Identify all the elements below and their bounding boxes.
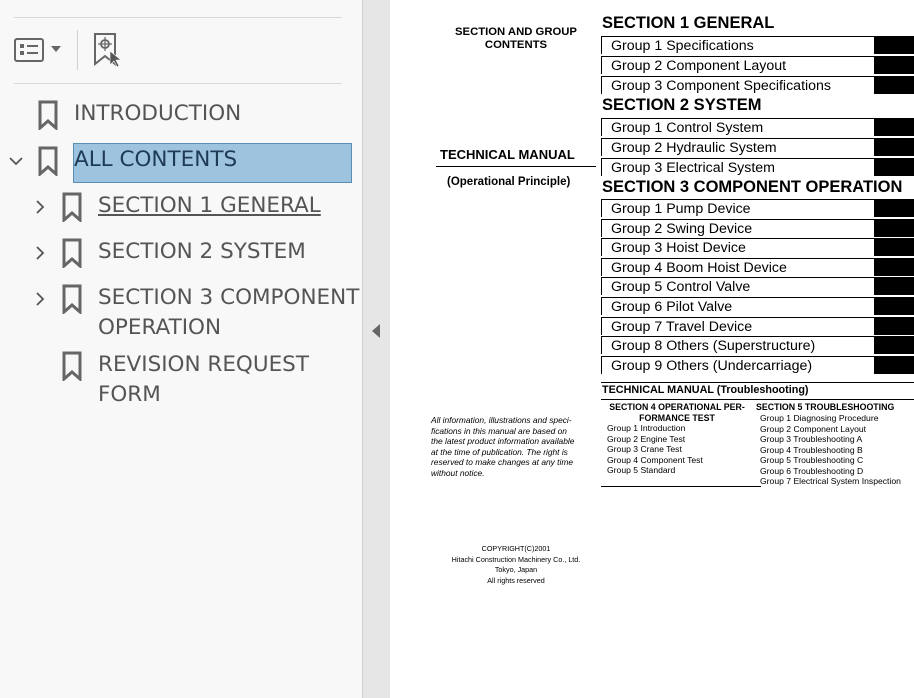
edge-tab-marker (874, 298, 914, 315)
group-row[interactable] (601, 138, 914, 156)
group-label: Group 2 Component Layout (611, 58, 787, 74)
group-row[interactable] (601, 297, 914, 315)
group-label: Group 4 Boom Hoist Device (611, 259, 787, 276)
toolbar-separator (77, 30, 78, 70)
panel-toolbar-divider (14, 83, 342, 84)
section-5-title: SECTION 5 TROUBLESHOOTING (756, 402, 895, 412)
bookmarks-panel (0, 0, 362, 698)
bookmark-label-line1: SECTION 3 COMPONENT (98, 285, 360, 310)
group-row[interactable] (601, 238, 914, 256)
text-line: Group 7 Electrical System Inspection (760, 476, 901, 486)
find-bookmark-icon (92, 31, 126, 67)
group-label: Group 5 Control Valve (611, 279, 751, 296)
bookmark-item-section-3-component-operation[interactable] (30, 282, 360, 346)
text-line: Group 4 Component Test (607, 454, 703, 465)
text-line: Group 4 Troubleshooting B (760, 444, 863, 455)
text-line: Group 1 Diagnosing Procedure (760, 413, 879, 423)
find-current-bookmark-button[interactable] (92, 31, 126, 67)
bookmark-item-all-contents[interactable] (6, 144, 352, 178)
bookmark-label: INTRODUCTION (74, 101, 242, 126)
group-row[interactable] (601, 76, 914, 94)
edge-tab-marker (874, 259, 914, 276)
edge-tab-marker (874, 119, 914, 136)
bookmark-icon (38, 100, 58, 130)
group-label: Group 2 Swing Device (611, 220, 753, 237)
group-row[interactable] (601, 36, 914, 54)
text-line: Tokyo, Japan (494, 565, 538, 574)
notice-text (431, 415, 574, 478)
bookmark-label: SECTION 1 GENERAL (98, 193, 321, 218)
section-4-title: SECTION 4 OPERATIONAL PER- FORMANCE TEST (609, 402, 745, 423)
group-row[interactable] (601, 277, 914, 295)
text-line: without notice. (431, 467, 485, 478)
caret-down-icon (51, 46, 61, 52)
group-label: Group 1 Specifications (611, 38, 754, 54)
section-contents-heading: SECTION AND GROUP CONTENTS (455, 26, 577, 51)
edge-tab-marker (874, 77, 914, 94)
section-title: SECTION 1 GENERAL (602, 14, 775, 32)
group-row[interactable] (601, 356, 914, 374)
chevron-right-icon[interactable] (32, 291, 48, 307)
troubleshooting-top-rule (601, 382, 914, 383)
edge-tab-marker (874, 220, 914, 237)
text-line: Group 3 Troubleshooting A (760, 434, 863, 444)
text-line: All rights reserved (487, 575, 545, 585)
title-rule (436, 166, 596, 167)
group-row[interactable] (601, 219, 914, 237)
collapse-panel-arrow-icon[interactable] (370, 322, 382, 340)
edge-tab-marker (874, 337, 914, 354)
edge-tab-marker (874, 139, 914, 156)
bookmark-icon (62, 238, 82, 268)
text-line: Group 1 Introduction (607, 423, 686, 433)
text-line: Group 5 Standard (607, 465, 676, 475)
document-page (390, 0, 914, 698)
group-row[interactable] (601, 158, 914, 176)
section-5-group-list (760, 413, 901, 487)
bookmark-icon (62, 284, 82, 314)
group-row[interactable] (601, 258, 914, 276)
chevron-right-icon[interactable] (32, 199, 48, 215)
list-options-icon (14, 36, 64, 64)
text-line: Group 5 Troubleshooting C (760, 455, 864, 465)
section-4-group-list (607, 423, 703, 476)
text-line: All information, illustrations and speci- (431, 415, 572, 425)
text-line: Group 2 Component Layout (760, 423, 867, 434)
bookmark-item-section-1-general[interactable] (30, 190, 350, 224)
group-row[interactable] (601, 336, 914, 354)
bookmark-icon (62, 192, 82, 222)
panel-top-divider (14, 17, 342, 18)
group-row[interactable] (601, 199, 914, 217)
group-row[interactable] (601, 118, 914, 136)
group-label: Group 1 Control System (611, 120, 764, 136)
bookmark-item-revision-request-form[interactable] (30, 349, 350, 413)
edge-tab-marker (874, 57, 914, 74)
text-line: Hitachi Construction Machinery Co., Ltd. (451, 554, 581, 564)
bookmark-item-section-2-system[interactable] (30, 236, 350, 270)
group-label: Group 3 Electrical System (611, 160, 776, 176)
bookmark-label-line2: FORM (98, 382, 161, 407)
operational-principle-subtitle: (Operational Principle) (447, 176, 571, 188)
text-line: COPYRIGHT(C)2001 (481, 544, 551, 553)
group-label: Group 3 Hoist Device (611, 240, 746, 257)
edge-tab-marker (874, 239, 914, 256)
section-title: SECTION 2 SYSTEM (602, 96, 762, 114)
group-row[interactable] (601, 56, 914, 74)
group-label: Group 8 Others (Superstructure) (611, 338, 816, 355)
group-label: Group 1 Pump Device (611, 201, 751, 217)
bookmark-label-line2: OPERATION (98, 315, 222, 340)
group-label: Group 3 Component Specifications (611, 78, 832, 94)
text-line: Group 2 Engine Test (607, 433, 686, 444)
group-label: Group 7 Travel Device (611, 318, 753, 335)
text-line: the latest product information available (431, 436, 575, 446)
bookmark-label-line1: REVISION REQUEST (98, 352, 309, 377)
edge-tab-marker (874, 278, 914, 295)
edge-tab-marker (874, 318, 914, 335)
bookmark-icon (38, 146, 58, 176)
group-label: Group 2 Hydraulic System (611, 140, 777, 156)
text-line: at the time of publication. The right is (431, 446, 568, 457)
chevron-down-icon[interactable] (8, 153, 24, 169)
edge-tab-marker (874, 200, 914, 217)
text-line: Group 3 Crane Test (607, 444, 682, 454)
panel-splitter[interactable] (362, 0, 390, 698)
edge-tab-marker (874, 159, 914, 176)
text-line: reserved to make changes at any time (431, 457, 573, 467)
group-row[interactable] (601, 317, 914, 335)
bookmark-icon (62, 351, 82, 381)
troubleshooting-title: TECHNICAL MANUAL (Troubleshooting) (602, 384, 809, 396)
copyright-block (430, 544, 602, 586)
technical-manual-title: TECHNICAL MANUAL (440, 147, 575, 162)
chevron-right-icon[interactable] (32, 245, 48, 261)
group-label: Group 6 Pilot Valve (611, 299, 733, 315)
edge-tab-marker (874, 37, 914, 54)
group-label: Group 9 Others (Undercarriage) (611, 357, 813, 374)
bookmark-item-introduction[interactable] (30, 98, 350, 132)
bookmark-label: SECTION 2 SYSTEM (98, 239, 306, 264)
bookmark-label: ALL CONTENTS (74, 147, 238, 172)
text-line: Group 6 Troubleshooting D (760, 465, 864, 476)
bookmark-options-button[interactable] (14, 36, 64, 64)
troubleshooting-title-rule (601, 399, 914, 400)
text-line: fications in this manual are based on (431, 425, 567, 436)
troubleshooting-bottom-rule (601, 486, 761, 487)
edge-tab-marker (874, 357, 914, 374)
section-title: SECTION 3 COMPONENT OPERATION (602, 178, 903, 196)
